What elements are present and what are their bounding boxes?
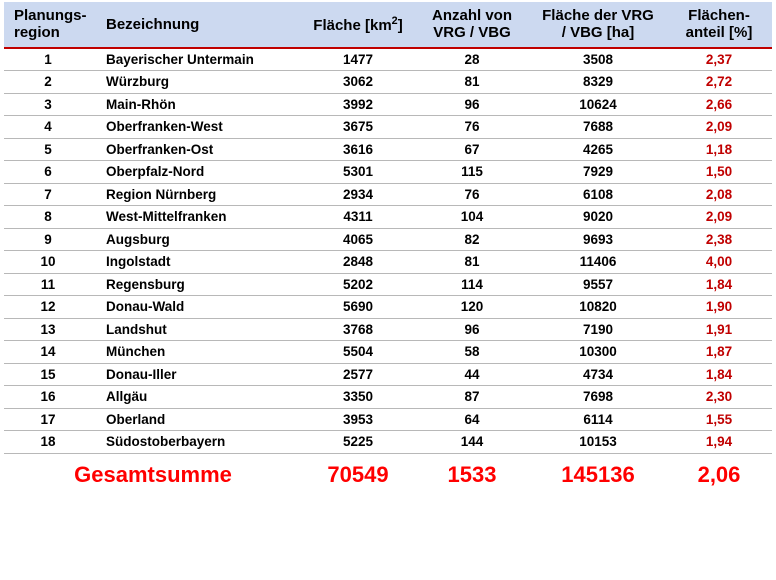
cell-planungsregion: 4 (4, 116, 92, 139)
total-flaeche: 70549 (327, 461, 389, 487)
cell-flaeche-der-vrg-vbg: 7929 (530, 161, 666, 184)
table-row (4, 183, 772, 206)
cell-flaeche: 5690 (302, 296, 414, 319)
cell-anzahl-vrg-vbg: 58 (414, 341, 530, 364)
header-line-1: Fläche der VRG (542, 7, 654, 24)
column-header-flaechenanteil (666, 2, 772, 48)
cell-flaeche-der-vrg-vbg: 9693 (530, 228, 666, 251)
cell-bezeichnung: Donau-Wald (92, 296, 302, 319)
table-header (4, 2, 772, 48)
table-row (4, 273, 772, 296)
table-row (4, 48, 772, 71)
cell-flaeche-der-vrg-vbg: 9557 (530, 273, 666, 296)
table-row (4, 318, 772, 341)
cell-anzahl-vrg-vbg: 114 (414, 273, 530, 296)
cell-anzahl-vrg-vbg: 96 (414, 93, 530, 116)
cell-flaeche-der-vrg-vbg: 9020 (530, 206, 666, 229)
cell-flaeche-der-vrg-vbg: 6114 (530, 408, 666, 431)
total-anteil: 2,06 (697, 461, 741, 487)
cell-flaeche: 2934 (302, 183, 414, 206)
cell-flaeche-der-vrg-vbg: 7698 (530, 386, 666, 409)
cell-flaeche: 1477 (302, 48, 414, 71)
cell-flaeche-der-vrg-vbg: 8329 (530, 71, 666, 94)
cell-planungsregion: 9 (4, 228, 92, 251)
cell-flaeche: 5504 (302, 341, 414, 364)
cell-anzahl-vrg-vbg: 81 (414, 71, 530, 94)
cell-flaechenanteil: 2,08 (666, 183, 772, 206)
header-line-2: region (14, 24, 60, 42)
cell-flaechenanteil: 2,72 (666, 71, 772, 94)
cell-planungsregion: 11 (4, 273, 92, 296)
cell-anzahl-vrg-vbg: 28 (414, 48, 530, 71)
cell-flaeche: 4065 (302, 228, 414, 251)
header-line-1: Anzahl von (431, 7, 512, 24)
cell-flaechenanteil: 1,50 (666, 161, 772, 184)
cell-planungsregion: 8 (4, 206, 92, 229)
cell-planungsregion: 10 (4, 251, 92, 274)
cell-flaeche: 3062 (302, 71, 414, 94)
cell-bezeichnung: Ingolstadt (92, 251, 302, 274)
cell-anzahl-vrg-vbg: 44 (414, 363, 530, 386)
cell-flaeche-der-vrg-vbg: 4265 (530, 138, 666, 161)
header-line-2: anteil [%] (685, 24, 753, 42)
header-line-1: Flächen- (688, 7, 750, 24)
cell-planungsregion: 3 (4, 93, 92, 116)
cell-flaeche-der-vrg-vbg: 4734 (530, 363, 666, 386)
cell-flaeche: 2848 (302, 251, 414, 274)
header-line-2: VRG / VBG (433, 24, 511, 42)
cell-bezeichnung: München (92, 341, 302, 364)
cell-flaeche: 3953 (302, 408, 414, 431)
cell-flaeche-der-vrg-vbg: 3508 (530, 48, 666, 71)
cell-flaeche: 3616 (302, 138, 414, 161)
table-row (4, 116, 772, 139)
cell-flaechenanteil: 1,84 (666, 273, 772, 296)
header-line-2: / VBG [ha] (561, 24, 635, 42)
cell-flaeche: 3992 (302, 93, 414, 116)
cell-flaeche: 2577 (302, 363, 414, 386)
cell-flaechenanteil: 1,91 (666, 318, 772, 341)
cell-anzahl-vrg-vbg: 144 (414, 431, 530, 454)
table-row (4, 251, 772, 274)
cell-bezeichnung: Region Nürnberg (92, 183, 302, 206)
table-row (4, 71, 772, 94)
cell-flaeche: 3675 (302, 116, 414, 139)
cell-flaeche-der-vrg-vbg: 11406 (530, 251, 666, 274)
header-label: Bezeichnung (106, 15, 200, 33)
header-superscript: 2 (391, 14, 398, 27)
cell-flaeche-der-vrg-vbg: 10153 (530, 431, 666, 454)
cell-flaeche-der-vrg-vbg: 6108 (530, 183, 666, 206)
table-footer (4, 453, 772, 492)
cell-planungsregion: 1 (4, 48, 92, 71)
cell-flaeche-der-vrg-vbg: 10300 (530, 341, 666, 364)
cell-bezeichnung: Main-Rhön (92, 93, 302, 116)
cell-flaechenanteil: 2,30 (666, 386, 772, 409)
cell-flaechenanteil: 2,09 (666, 206, 772, 229)
table-row (4, 386, 772, 409)
total-label: Gesamtsumme (74, 461, 232, 487)
cell-flaechenanteil: 4,00 (666, 251, 772, 274)
table-row (4, 161, 772, 184)
cell-planungsregion: 13 (4, 318, 92, 341)
total-row (4, 453, 772, 492)
cell-planungsregion: 7 (4, 183, 92, 206)
cell-planungsregion: 6 (4, 161, 92, 184)
cell-flaeche: 5202 (302, 273, 414, 296)
table-body (4, 48, 772, 454)
cell-bezeichnung: Bayerischer Untermain (92, 48, 302, 71)
header-label: Fläche [km (313, 16, 392, 34)
cell-planungsregion: 18 (4, 431, 92, 454)
cell-flaechenanteil: 1,18 (666, 138, 772, 161)
cell-flaechenanteil: 1,94 (666, 431, 772, 454)
cell-flaeche: 5225 (302, 431, 414, 454)
cell-flaeche: 3768 (302, 318, 414, 341)
column-header-anzahl-vrg-vbg (414, 2, 530, 48)
cell-bezeichnung: Landshut (92, 318, 302, 341)
cell-flaeche: 4311 (302, 206, 414, 229)
column-header-bezeichnung (92, 2, 302, 48)
planungsregion-table (4, 2, 772, 492)
cell-flaechenanteil: 1,55 (666, 408, 772, 431)
cell-bezeichnung: Oberpfalz-Nord (92, 161, 302, 184)
header-line-1: Planungs- (14, 7, 87, 24)
cell-bezeichnung: Donau-Iller (92, 363, 302, 386)
total-anzahl: 1533 (447, 461, 497, 487)
cell-planungsregion: 12 (4, 296, 92, 319)
cell-flaechenanteil: 1,84 (666, 363, 772, 386)
table-row (4, 341, 772, 364)
header-label-end: ] (397, 16, 403, 34)
table-row (4, 431, 772, 454)
cell-flaeche-der-vrg-vbg: 7688 (530, 116, 666, 139)
cell-flaechenanteil: 1,87 (666, 341, 772, 364)
table-row (4, 138, 772, 161)
cell-bezeichnung: Oberland (92, 408, 302, 431)
cell-bezeichnung: Regensburg (92, 273, 302, 296)
cell-flaechenanteil: 1,90 (666, 296, 772, 319)
cell-bezeichnung: Oberfranken-Ost (92, 138, 302, 161)
cell-flaechenanteil: 2,09 (666, 116, 772, 139)
header-row (4, 2, 772, 48)
cell-bezeichnung: Würzburg (92, 71, 302, 94)
cell-planungsregion: 16 (4, 386, 92, 409)
cell-planungsregion: 2 (4, 71, 92, 94)
cell-planungsregion: 14 (4, 341, 92, 364)
cell-anzahl-vrg-vbg: 115 (414, 161, 530, 184)
cell-flaechenanteil: 2,37 (666, 48, 772, 71)
cell-flaeche-der-vrg-vbg: 10820 (530, 296, 666, 319)
cell-anzahl-vrg-vbg: 76 (414, 183, 530, 206)
cell-anzahl-vrg-vbg: 64 (414, 408, 530, 431)
cell-bezeichnung: Augsburg (92, 228, 302, 251)
table-row (4, 228, 772, 251)
cell-planungsregion: 5 (4, 138, 92, 161)
cell-flaeche: 3350 (302, 386, 414, 409)
column-header-flaeche-der-vrg-vbg (530, 2, 666, 48)
cell-bezeichnung: Oberfranken-West (92, 116, 302, 139)
total-vrg: 145136 (561, 461, 635, 487)
cell-anzahl-vrg-vbg: 87 (414, 386, 530, 409)
cell-anzahl-vrg-vbg: 67 (414, 138, 530, 161)
cell-anzahl-vrg-vbg: 96 (414, 318, 530, 341)
cell-bezeichnung: West-Mittelfranken (92, 206, 302, 229)
cell-flaechenanteil: 2,66 (666, 93, 772, 116)
table-row (4, 408, 772, 431)
table-row (4, 93, 772, 116)
column-header-planungsregion (4, 2, 92, 48)
cell-anzahl-vrg-vbg: 82 (414, 228, 530, 251)
cell-anzahl-vrg-vbg: 104 (414, 206, 530, 229)
cell-anzahl-vrg-vbg: 76 (414, 116, 530, 139)
table-row (4, 363, 772, 386)
table-row (4, 206, 772, 229)
cell-planungsregion: 17 (4, 408, 92, 431)
cell-flaeche: 5301 (302, 161, 414, 184)
column-header-flaeche (302, 2, 414, 48)
cell-flaechenanteil: 2,38 (666, 228, 772, 251)
cell-flaeche-der-vrg-vbg: 10624 (530, 93, 666, 116)
cell-planungsregion: 15 (4, 363, 92, 386)
cell-bezeichnung: Allgäu (92, 386, 302, 409)
table-row (4, 296, 772, 319)
cell-anzahl-vrg-vbg: 81 (414, 251, 530, 274)
cell-flaeche-der-vrg-vbg: 7190 (530, 318, 666, 341)
cell-bezeichnung: Südostoberbayern (92, 431, 302, 454)
cell-anzahl-vrg-vbg: 120 (414, 296, 530, 319)
